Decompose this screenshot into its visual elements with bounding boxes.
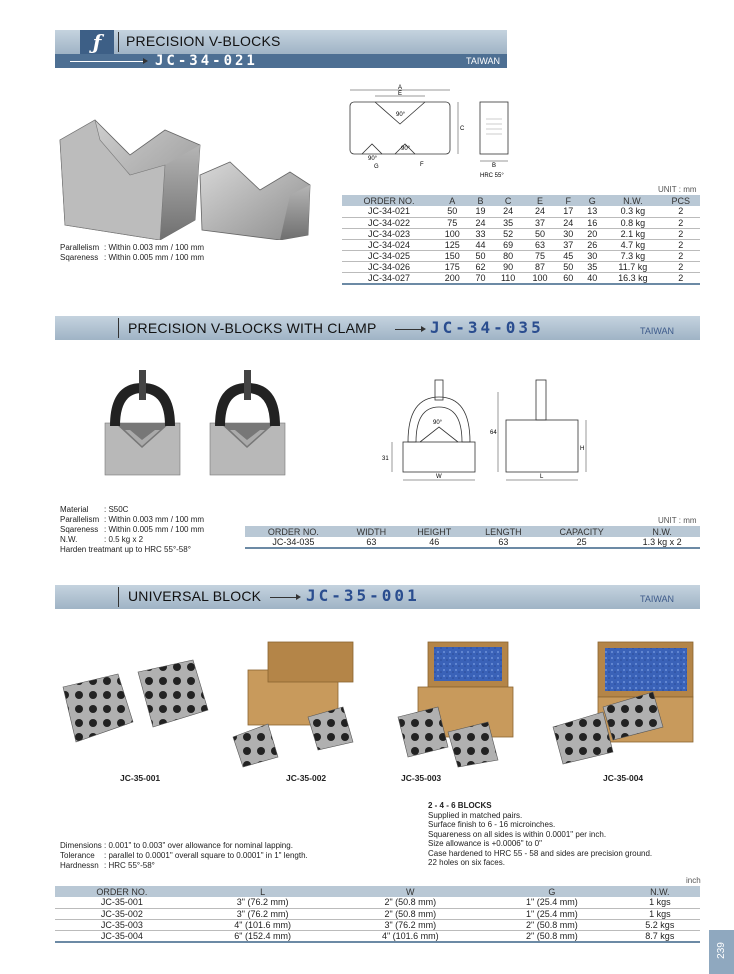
table-cell: 37 <box>556 239 580 250</box>
table-cell: 70 <box>469 272 493 284</box>
spec-value: : Within 0.005 mm / 100 mm <box>104 253 205 262</box>
section1-title: PRECISION V-BLOCKS <box>126 33 281 49</box>
table-cell: 4" (101.6 mm) <box>189 919 337 930</box>
spec-label: Parallelism <box>60 243 100 252</box>
table-cell: 4.7 kg <box>604 239 661 250</box>
table-row <box>245 537 700 548</box>
table-header: ORDER NO. <box>245 526 342 537</box>
section2-specs <box>60 505 204 555</box>
dim-label-c: C <box>460 126 465 132</box>
spec-value: : 0.001" to 0.003" over allowance for nominal lapping. <box>104 841 293 850</box>
table-header: L <box>189 886 337 897</box>
table-cell: 100 <box>524 272 557 284</box>
spec-value: : parallel to 0.0001" overall square to 0.0001" in 1" length. <box>104 851 308 860</box>
product-caption: JC-35-004 <box>603 773 644 783</box>
spec-label: Hardnessn <box>60 861 99 870</box>
table-header: HEIGHT <box>401 526 468 537</box>
dim-label-angle: 90° <box>401 146 411 152</box>
table-cell: 100 <box>436 228 469 239</box>
table-cell: 69 <box>492 239 523 250</box>
v-block-clamp-drawing <box>378 372 608 487</box>
section3-code: JC-35-001 <box>306 586 420 605</box>
table-cell: 1 kgs <box>620 908 700 919</box>
table-cell: 2.1 kg <box>604 228 661 239</box>
section1-origin: TAIWAN <box>466 56 500 66</box>
table-row <box>342 206 700 217</box>
table-header: A <box>436 195 469 206</box>
table-cell: 52 <box>492 228 523 239</box>
blocks-title: 2 - 4 - 6 BLOCKS <box>428 801 492 810</box>
section3-title: UNIVERSAL BLOCK <box>128 588 262 604</box>
product-caption: JC-35-001 <box>120 773 161 783</box>
table-cell: 90 <box>492 261 523 272</box>
section3-code-arrow <box>270 597 298 598</box>
table-cell: 24 <box>556 217 580 228</box>
dim-label-angle: 90° <box>396 112 406 118</box>
table-header: PCS <box>661 195 700 206</box>
table-cell: 45 <box>556 250 580 261</box>
spec-label: Tolerance <box>60 851 95 860</box>
table-cell: JC-34-023 <box>342 228 436 239</box>
table-cell: 2 <box>661 250 700 261</box>
table-cell: 50 <box>524 228 557 239</box>
table-cell: 25 <box>539 537 624 548</box>
table-cell: 4" (101.6 mm) <box>336 930 484 942</box>
table-cell: 63 <box>524 239 557 250</box>
table-cell: 50 <box>556 261 580 272</box>
table-cell: 75 <box>524 250 557 261</box>
blocks-line: Supplied in matched pairs. <box>428 810 523 820</box>
table-header: N.W. <box>620 886 700 897</box>
section1-specs <box>60 243 204 263</box>
product-caption: JC-35-002 <box>286 773 327 783</box>
table-cell: JC-34-021 <box>342 206 436 217</box>
product-caption: JC-35-003 <box>401 773 442 783</box>
blocks-line: 22 holes on six faces. <box>428 858 505 867</box>
table-cell: 19 <box>469 206 493 217</box>
table-cell: 8.7 kgs <box>620 930 700 942</box>
table-cell: 200 <box>436 272 469 284</box>
table-cell: 2" (50.8 mm) <box>336 897 484 908</box>
table-cell: 11.7 kg <box>604 261 661 272</box>
table-row <box>342 272 700 284</box>
table-cell: 33 <box>469 228 493 239</box>
table-cell: 30 <box>580 250 604 261</box>
section2-code: JC-34-035 <box>430 318 544 337</box>
brand-logo-icon: ƒ <box>80 30 114 54</box>
table-cell: 175 <box>436 261 469 272</box>
table-header: N.W. <box>624 526 700 537</box>
table-cell: 50 <box>436 206 469 217</box>
table-cell: 150 <box>436 250 469 261</box>
v-block-drawing <box>340 84 530 184</box>
table-cell: JC-34-025 <box>342 250 436 261</box>
table-cell: 5.2 kgs <box>620 919 700 930</box>
table-cell: 16.3 kg <box>604 272 661 284</box>
table-cell: 17 <box>556 206 580 217</box>
table-cell: 24 <box>524 206 557 217</box>
table-cell: 2 <box>661 261 700 272</box>
table-row <box>342 228 700 239</box>
table-row <box>342 217 700 228</box>
table-cell: 80 <box>492 250 523 261</box>
dim-label-angle: 90° <box>368 156 378 162</box>
table-header: N.W. <box>604 195 661 206</box>
page-number: 239 <box>716 942 727 959</box>
table-header: ORDER NO. <box>342 195 436 206</box>
table-cell: 35 <box>580 261 604 272</box>
section1-code: JC-34-021 <box>155 53 258 69</box>
table-cell: 2 <box>661 272 700 284</box>
table-cell: 37 <box>524 217 557 228</box>
spec-label: Dimensions <box>60 841 102 850</box>
spec-value: : HRC 55°-58° <box>104 861 155 870</box>
table-cell: JC-35-003 <box>55 919 189 930</box>
spec-note: Harden treatmant up to HRC 55°-58° <box>60 545 191 554</box>
dim-label-g: G <box>374 164 379 170</box>
section2-title: PRECISION V-BLOCKS WITH CLAMP <box>128 320 377 336</box>
table-header: G <box>580 195 604 206</box>
table-row <box>55 908 700 919</box>
spec-value: : Within 0.003 mm / 100 mm <box>104 515 205 524</box>
section1-header-bar <box>55 30 507 54</box>
section2-table <box>245 526 700 549</box>
blocks-line: Size allowance is +0.0006" to 0" <box>428 839 542 848</box>
dim-label-f: F <box>420 162 424 168</box>
blocks-line: Case hardened to HRC 55 - 58 and sides are precision ground. <box>428 848 653 858</box>
table-cell: 2" (50.8 mm) <box>336 908 484 919</box>
table-row <box>55 919 700 930</box>
section1-unit: UNIT : mm <box>658 185 697 194</box>
spec-label: Material <box>60 505 89 514</box>
table-cell: 50 <box>469 250 493 261</box>
table-cell: 40 <box>580 272 604 284</box>
table-cell: 24 <box>469 217 493 228</box>
table-row <box>342 250 700 261</box>
table-cell: 35 <box>492 217 523 228</box>
table-row <box>342 239 700 250</box>
table-header: LENGTH <box>468 526 539 537</box>
section2-origin: TAIWAN <box>640 326 674 336</box>
table-cell: 26 <box>580 239 604 250</box>
table-cell: 13 <box>580 206 604 217</box>
table-cell: 2 <box>661 217 700 228</box>
section1-code-arrow <box>70 61 145 62</box>
table-cell: 110 <box>492 272 523 284</box>
table-cell: JC-35-004 <box>55 930 189 942</box>
table-header: G <box>484 886 620 897</box>
table-cell: 46 <box>401 537 468 548</box>
section3-table <box>55 886 700 943</box>
table-cell: 3" (76.2 mm) <box>336 919 484 930</box>
table-cell: JC-34-024 <box>342 239 436 250</box>
table-header: C <box>492 195 523 206</box>
table-cell: 87 <box>524 261 557 272</box>
table-cell: 0.8 kg <box>604 217 661 228</box>
table-cell: 2" (50.8 mm) <box>484 919 620 930</box>
table-cell: 63 <box>468 537 539 548</box>
table-cell: JC-34-035 <box>245 537 342 548</box>
header-divider <box>118 32 119 52</box>
table-header: W <box>336 886 484 897</box>
table-cell: 1" (25.4 mm) <box>484 908 620 919</box>
table-cell: JC-35-002 <box>55 908 189 919</box>
v-block-photo <box>50 100 330 240</box>
header-divider <box>118 587 119 607</box>
table-cell: 3" (76.2 mm) <box>189 908 337 919</box>
table-cell: 75 <box>436 217 469 228</box>
table-cell: 125 <box>436 239 469 250</box>
table-header: WIDTH <box>342 526 401 537</box>
spec-value: : 0.5 kg x 2 <box>104 535 144 544</box>
section1-table <box>342 195 700 285</box>
dim-label-31: 31 <box>382 456 389 462</box>
table-cell: 2 <box>661 228 700 239</box>
dim-label-a: A <box>398 85 403 91</box>
header-divider <box>118 318 119 338</box>
table-cell: 2 <box>661 239 700 250</box>
table-cell: 20 <box>580 228 604 239</box>
spec-label: Sqareness <box>60 525 99 534</box>
dim-label-w: W <box>436 474 442 480</box>
table-cell: 7.3 kg <box>604 250 661 261</box>
table-row <box>342 261 700 272</box>
table-header: CAPACITY <box>539 526 624 537</box>
table-header: B <box>469 195 493 206</box>
table-cell: JC-35-001 <box>55 897 189 908</box>
dim-label-l: L <box>540 474 544 480</box>
universal-block-photos <box>58 632 708 772</box>
spec-value: : Within 0.005 mm / 100 mm <box>104 525 205 534</box>
table-cell: 3" (76.2 mm) <box>189 897 337 908</box>
section3-origin: TAIWAN <box>640 594 674 604</box>
table-row <box>55 930 700 942</box>
table-cell: 6" (152.4 mm) <box>189 930 337 942</box>
section2-unit: UNIT : mm <box>658 516 697 525</box>
spec-value: : Within 0.003 mm / 100 mm <box>104 243 205 252</box>
spec-label: Parallelism <box>60 515 100 524</box>
section2-code-arrow <box>395 329 423 330</box>
table-cell: 0.3 kg <box>604 206 661 217</box>
table-row <box>55 897 700 908</box>
table-header: ORDER NO. <box>55 886 189 897</box>
table-cell: 16 <box>580 217 604 228</box>
hardness-label: HRC 55° <box>480 173 504 179</box>
blocks-line: Squareness on all sides is within 0.0001" per inch. <box>428 829 607 839</box>
table-cell: 1.3 kg x 2 <box>624 537 700 548</box>
table-cell: 62 <box>469 261 493 272</box>
dim-label-h: H <box>580 446 585 452</box>
table-header: F <box>556 195 580 206</box>
table-cell: JC-34-026 <box>342 261 436 272</box>
table-cell: 2" (50.8 mm) <box>484 930 620 942</box>
dim-label-64: 64 <box>490 430 497 436</box>
blocks-line: Surface finish to 6 - 16 microinches. <box>428 820 556 829</box>
table-cell: 44 <box>469 239 493 250</box>
table-cell: 60 <box>556 272 580 284</box>
table-cell: 63 <box>342 537 401 548</box>
table-cell: 24 <box>492 206 523 217</box>
table-cell: JC-34-022 <box>342 217 436 228</box>
spec-label: Sqareness <box>60 253 99 262</box>
section3-blocks-info <box>428 801 652 868</box>
dim-label-e: E <box>398 91 403 97</box>
dim-label-angle: 90° <box>433 420 443 426</box>
spec-label: N.W. <box>60 535 78 544</box>
section3-unit: inch <box>686 876 701 885</box>
table-cell: 1" (25.4 mm) <box>484 897 620 908</box>
v-block-clamp-photo <box>100 368 290 480</box>
spec-value: : S50C <box>104 505 129 514</box>
table-cell: 1 kgs <box>620 897 700 908</box>
table-cell: 2 <box>661 206 700 217</box>
table-cell: JC-34-027 <box>342 272 436 284</box>
section3-specs <box>60 841 308 871</box>
table-header: E <box>524 195 557 206</box>
dim-label-b: B <box>492 163 497 169</box>
table-cell: 30 <box>556 228 580 239</box>
